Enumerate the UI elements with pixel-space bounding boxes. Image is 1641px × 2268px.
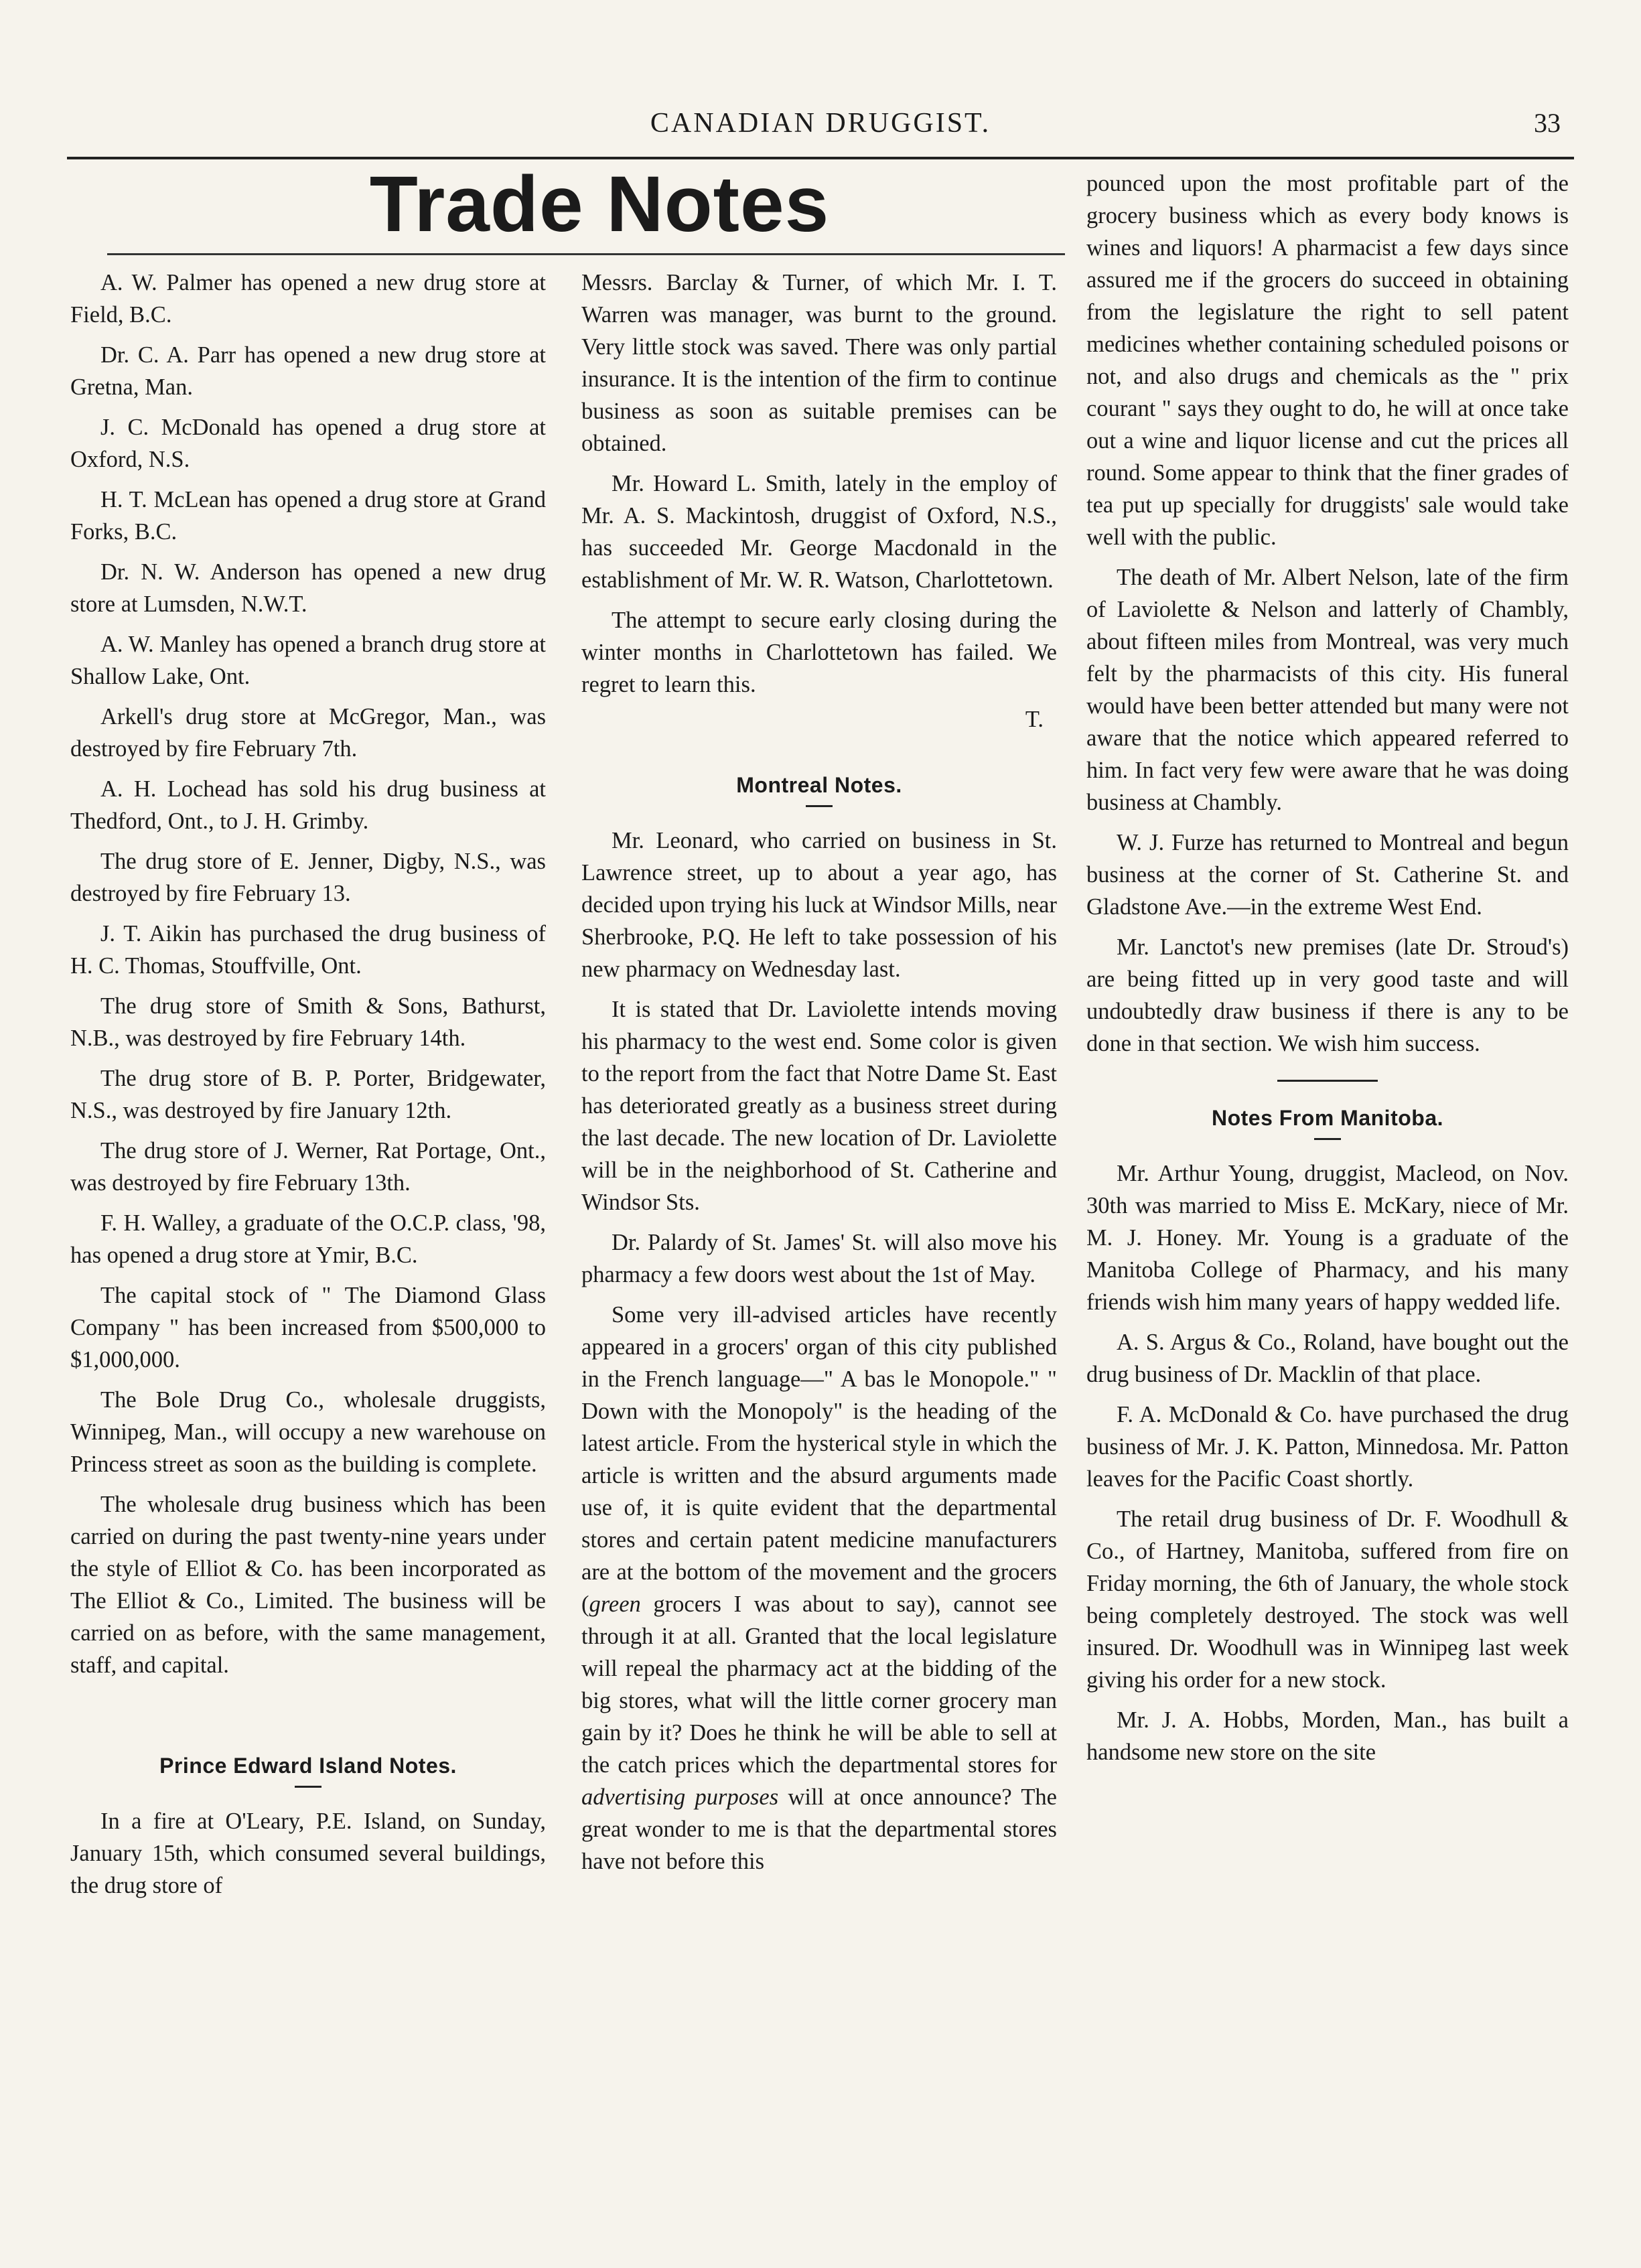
trade-note: A. H. Lochead has sold his drug business at Thedford, Ont., to J. H. Grimby. <box>70 776 546 834</box>
pei-note: In a fire at O'Leary, P.E. Island, on Sunday, January 15th, which consumed several buildings, the drug store of <box>70 1809 546 1898</box>
trade-note: The drug store of Smith & Sons, Bathurst, N.B., was destroyed by fire February 14th. <box>70 993 546 1051</box>
trade-note: The wholesale drug business which has been carried on during the past twenty-nine years under the style of Elliot & Co. has been incorporated as The Elliot & Co., Limited. The business will be carried on as before, with the same management, staff, and capital. <box>70 1492 546 1678</box>
heading-dash <box>806 805 833 807</box>
pei-signature: T. <box>1025 707 1044 732</box>
montreal-note: The death of Mr. Albert Nelson, late of the firm of Laviolette & Nelson and latterly of Chambly, about fifteen miles from Montreal, was very much felt by the pharmacists of this city. His funeral would have been better attended but many were not aware that the notice which appeared referred to him. In fact very few were aware that he was doing business at Chambly. <box>1086 565 1569 815</box>
manitoba-note: Mr. Arthur Young, druggist, Macleod, on Nov. 30th was married to Miss E. McKary, niece of Mr. M. J. Honey. Mr. Young is a graduate of the Manitoba College of Pharmacy, and his many friends wish him many years of happy wedded life. <box>1086 1161 1569 1315</box>
trade-note: Dr. N. W. Anderson has opened a new drug store at Lumsden, N.W.T. <box>70 559 546 617</box>
text-run: will at once announce? The great wonder to me is that the departmental stores have not before this <box>581 1784 1057 1874</box>
pei-note: Mr. Howard L. Smith, lately in the employ of Mr. A. S. Mackintosh, druggist of Oxford, N.S., has succeeded Mr. George Macdonald in the establishment of Mr. W. R. Watson, Charlottetown. <box>581 471 1057 593</box>
trade-note: The drug store of B. P. Porter, Bridgewater, N.S., was destroyed by fire January 12th. <box>70 1066 546 1123</box>
trade-note: Arkell's drug store at McGregor, Man., was destroyed by fire February 7th. <box>70 704 546 762</box>
trade-note: A. W. Palmer has opened a new drug store at Field, B.C. <box>70 270 546 328</box>
manitoba-note: The retail drug business of Dr. F. Woodhull & Co., of Hartney, Manitoba, suffered from fire on Friday morning, the 6th of January, the whole stock being completely destroyed. The stock was well insured. Dr. Woodhull was in Winnipeg last week giving his order for a new stock. <box>1086 1506 1569 1693</box>
page-number: 33 <box>1534 108 1561 138</box>
column-1 <box>70 267 546 1910</box>
montreal-note: Mr. Lanctot's new premises (late Dr. Stroud's) are being fitted up in very good taste and will undoubtedly draw business if there is any to be done in that section. We wish him success. <box>1086 934 1569 1056</box>
heading-dash <box>1314 1138 1341 1140</box>
trade-note: Dr. C. A. Parr has opened a new drug store at Gretna, Man. <box>70 342 546 400</box>
montreal-note: W. J. Furze has returned to Montreal and begun business at the corner of St. Catherine St. and Gladstone Ave.—in the extreme West End. <box>1086 830 1569 920</box>
pei-note: The attempt to secure early closing during the winter months in Charlottetown has failed. We regret to learn this. <box>581 608 1057 697</box>
section-title: Trade Notes <box>369 160 830 249</box>
column-2 <box>581 267 1057 1886</box>
trade-note: F. H. Walley, a graduate of the O.C.P. class, '98, has opened a drug store at Ymir, B.C. <box>70 1210 546 1268</box>
montreal-note: Dr. Palardy of St. James' St. will also move his pharmacy a few doors west about the 1st of May. <box>581 1230 1057 1287</box>
trade-note: J. T. Aikin has purchased the drug business of H. C. Thomas, Stouffville, Ont. <box>70 921 546 979</box>
trade-note: The drug store of E. Jenner, Digby, N.S., was destroyed by fire February 13. <box>70 849 546 906</box>
heading-dash <box>295 1786 322 1788</box>
text-run: grocers I was about to say), cannot see through it at all. Granted that the local legislature will repeal the pharmacy act at the bidding of the big stores, what will the little corner grocery man gain by it? Does he think he will be able to sell at the catch prices which the departmental stores for <box>581 1591 1057 1778</box>
manitoba-note: F. A. McDonald & Co. have purchased the drug business of Mr. J. K. Patton, Minnedosa. Mr. Patton leaves for the Pacific Coast shortly. <box>1086 1402 1569 1492</box>
manitoba-note: Mr. J. A. Hobbs, Morden, Man., has built a handsome new store on the site <box>1086 1707 1569 1765</box>
trade-note: The Bole Drug Co., wholesale druggists, Winnipeg, Man., will occupy a new warehouse on Princess street as soon as the building is complete. <box>70 1387 546 1477</box>
trade-note: The capital stock of " The Diamond Glass Company " has been increased from $500,000 to $1,000,000. <box>70 1283 546 1372</box>
title-rule <box>107 253 1065 255</box>
text-run: Some very ill-advised articles have recently appeared in a grocers' organ of this city published in the French language—" A bas le Monopole." " Down with the Monopoly" is the heading of the latest article. From the hysterical style in which the article is written and the absurd arguments made use of, it is quite evident that the departmental stores and certain patent medicine manufacturers are at the bottom of the movement and the grocers ( <box>581 1302 1057 1617</box>
montreal-note-continued: pounced upon the most profitable part of the grocery business which as every body knows is wines and liquors! A pharmacist a few days since assured me if the grocers do succeed in obtaining from the legislature the right to sell patent medicines whether containing scheduled poisons or not, and also drugs and chemicals as the " prix courant " says they ought to do, he will at once take out a wine and liquor license and cut the prices all round. Some appear to think that the finer grades of tea put up specially for druggists' sale would take well with the public. <box>1086 171 1569 550</box>
trade-note: H. T. McLean has opened a drug store at Grand Forks, B.C. <box>70 487 546 545</box>
pei-note-continued: Messrs. Barclay & Turner, of which Mr. I. T. Warren was manager, was burnt to the ground. Very little stock was saved. There was only partial insurance. It is the intention of the firm to continue business as soon as suitable premises can be obtained. <box>581 270 1057 456</box>
section-separator <box>1277 1080 1378 1082</box>
column-3 <box>1086 167 1569 1776</box>
italic-run: advertising purposes <box>581 1784 779 1810</box>
montreal-note-monopole <box>581 1299 1057 1877</box>
montreal-note: It is stated that Dr. Laviolette intends moving his pharmacy to the west end. Some color is given to the report from the fact that Notre Dame St. East has deteriorated greatly as a business street during the last decade. The new location of Dr. Laviolette will be in the neighborhood of St. Catherine and Windsor Sts. <box>581 997 1057 1215</box>
running-head <box>67 107 1574 159</box>
trade-note: J. C. McDonald has opened a drug store at Oxford, N.S. <box>70 415 546 472</box>
montreal-heading: Montreal Notes. <box>736 773 902 797</box>
trade-note: A. W. Manley has opened a branch drug store at Shallow Lake, Ont. <box>70 632 546 689</box>
montreal-note: Mr. Leonard, who carried on business in St. Lawrence street, up to about a year ago, has decided upon trying his luck at Windsor Mills, near Sherbrooke, P.Q. He left to take possession of his new pharmacy on Wednesday last. <box>581 828 1057 982</box>
pei-heading: Prince Edward Island Notes. <box>159 1754 457 1778</box>
italic-run: green <box>589 1591 641 1617</box>
manitoba-note: A. S. Argus & Co., Roland, have bought out the drug business of Dr. Macklin of that place. <box>1086 1330 1569 1387</box>
trade-note: The drug store of J. Werner, Rat Portage, Ont., was destroyed by fire February 13th. <box>70 1138 546 1196</box>
journal-title: CANADIAN DRUGGIST. <box>650 108 991 139</box>
manitoba-heading: Notes From Manitoba. <box>1211 1106 1443 1130</box>
